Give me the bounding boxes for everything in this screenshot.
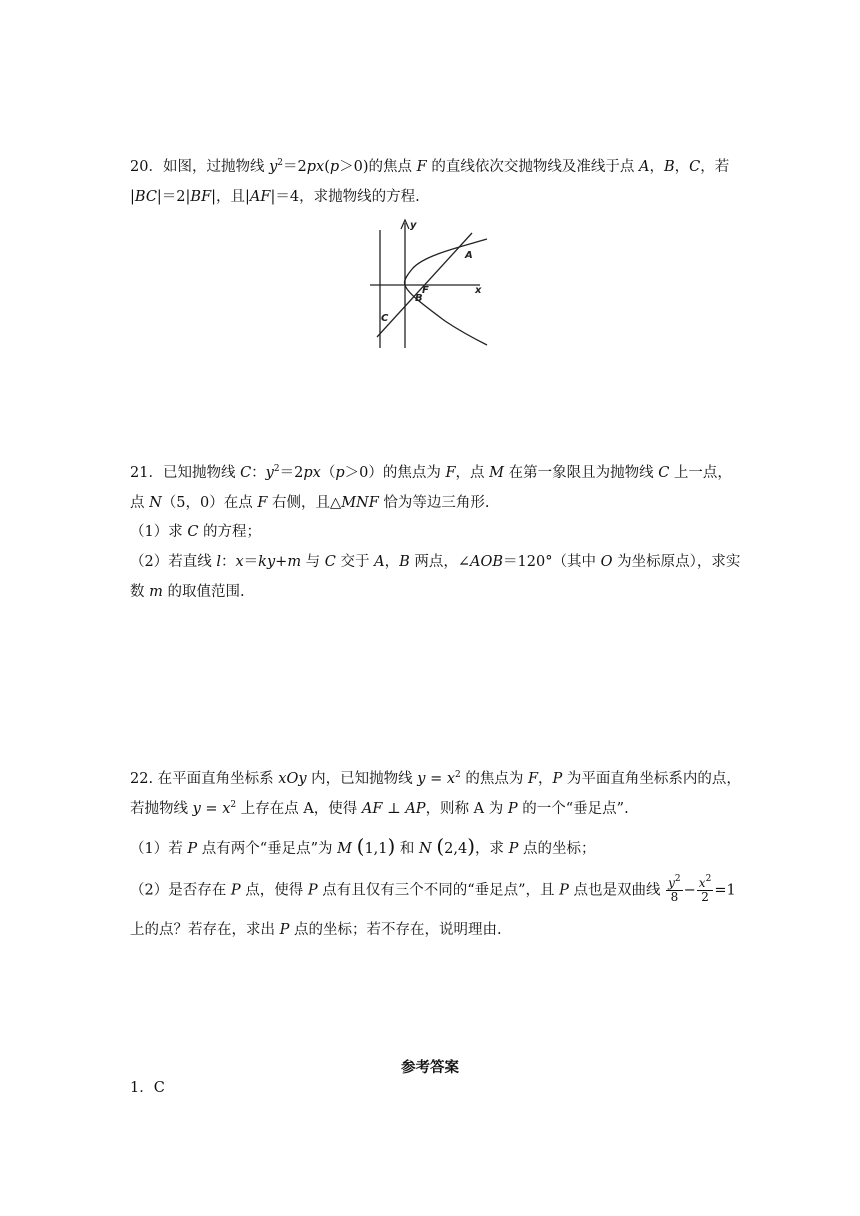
answers-title: 参考答案	[401, 1059, 459, 1076]
q22-line-1: 22. 在平面直角坐标系 xOy 内，已知抛物线 $y = x^2$ 的焦点为 F，P 为平面直角坐标系内的点，	[130, 770, 741, 787]
q22-line-5: 上的点？若存在，求出 P 点的坐标；若不存在，说明理由.	[130, 922, 502, 938]
answer-1: 1．C	[130, 1080, 165, 1096]
q22-line-3: （1）若 P 点有两个“垂足点”为 M (1,1) 和 N (2,4)，求 P 点的坐标；	[130, 834, 596, 858]
point-f-label: F	[422, 285, 429, 296]
q21-line-4: （2）若直线 l：x＝ky+m 与 C 交于 A，B 两点，∠AOB＝120°（其中 O 为坐标原点），求实	[130, 554, 741, 570]
point-a-label: A	[465, 250, 473, 261]
q21-line-3: （1）求 C 的方程；	[130, 524, 262, 540]
q20-line-1: 20．如图，过抛物线 $y^2=2px(p>0)$的焦点 F 的直线依次交抛物线及准线于点 A，B，C，若	[130, 158, 730, 175]
q22-line-2: 若抛物线 $y = x^2$ 上存在点 A，使得 AF ⊥ AP，则称 A 为 P 的一个“垂足点”.	[130, 800, 629, 817]
q21-line-2: 点 N（5，0）在点 F 右侧，且△MNF 恰为等边三角形.	[130, 495, 490, 511]
point-b-label: B	[415, 293, 423, 304]
point-c-label: C	[381, 313, 389, 324]
q20-figure	[365, 213, 495, 353]
q21-line-1: 21．已知抛物线 C：$y^2=2px(p>0)$的焦点为 F，点 M 在第一象限且为抛物线 C 上一点，	[130, 464, 732, 481]
q21-line-5: 数 m 的取值范围.	[130, 584, 245, 600]
q20-line-2: |BC|＝2|BF|，且|AF|＝4，求抛物线的方程.	[130, 189, 420, 205]
x-axis-label: x	[475, 285, 482, 296]
y-axis-label: y	[410, 220, 417, 231]
q22-line-4: （2）是否存在 P 点，使得 P 点有且仅有三个不同的“垂足点”，且 P 点也是双曲线 $\frac{y^2}{8}$ − $\frac{x^2}{2}$ =1	[130, 874, 736, 904]
